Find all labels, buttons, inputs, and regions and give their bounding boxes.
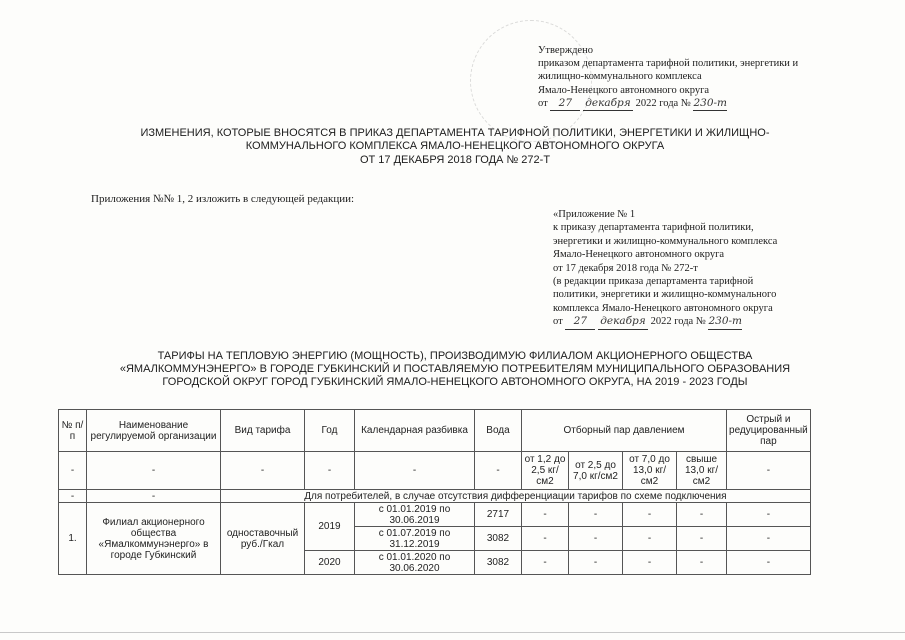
approval-line-3: жилищно-коммунального комплекса [538,71,702,83]
sub-dash: - [475,452,522,490]
tariffs-title-line-2: «ЯМАЛКОММУНЭНЕРГО» В ГОРОДЕ ГУБКИНСКИЙ И ПОСТАВЛЯЕМУЮ ПОТРЕБИТЕЛЯМ МУНИЦИПАЛЬНОГО ОБРАЗОВАНИЯ [119,363,791,375]
row-dash: - [623,551,677,575]
appendix-number: 230-т [708,315,742,329]
changes-title-line-1: ИЗМЕНЕНИЯ, КОТОРЫЕ ВНОСЯТСЯ В ПРИКАЗ ДЕПАРТАМЕНТА ТАРИФНОЙ ПОЛИТИКИ, ЭНЕРГЕТИКИ И ЖИЛИЩНО- [140,127,770,139]
row-period: с 01.01.2019 по 30.06.2019 [355,503,475,527]
approval-line-4: Ямало-Ненецкого автономного округа [538,84,710,96]
table-header-row [59,410,811,452]
appendix-year-text: 2022 года № [650,316,706,328]
tariff-table [58,409,811,575]
row-num: 1. [59,503,87,575]
approval-line-2: приказом департамента тарифной политики, энергетики и [538,58,799,70]
sub-dash: - [221,452,305,490]
approval-day: 27 [550,97,580,111]
header-water: Вода [475,410,522,452]
section-dash: - [87,490,221,503]
sub-dash: - [59,452,87,490]
row-dash: - [569,551,623,575]
header-period: Календарная разбивка [355,410,475,452]
appendix-date-line [553,315,893,329]
tariffs-title-line-1: ТАРИФЫ НА ТЕПЛОВУЮ ЭНЕРГИЮ (МОЩНОСТЬ), ПРОИЗВОДИМУЮ ФИЛИАЛОМ АКЦИОНЕРНОГО ОБЩЕСТВА [157,350,753,362]
appendix-day: 27 [565,315,595,329]
intro-text: Приложения №№ 1, 2 изложить в следующей редакции: [91,193,355,205]
header-sharp-steam: Острый и редуцированный пар [727,410,811,452]
sub-dash: - [727,452,811,490]
approval-date-line [538,97,898,111]
sub-pressure-1: от 1,2 до 2,5 кг/см2 [522,452,569,490]
section-label: Для потребителей, в случае отсутствия дифференциации тарифов по схеме подключения [221,490,811,503]
tariffs-title [40,350,870,389]
row-dash: - [727,503,811,527]
header-steam: Отборный пар давлением [522,410,727,452]
row-water: 3082 [475,551,522,575]
sub-dash: - [305,452,355,490]
tariffs-title-line-3: ГОРОДСКОЙ ОКРУГ ГОРОД ГУБКИНСКИЙ ЯМАЛО-НЕНЕЦКОГО АВТОНОМНОГО ОКРУГА, НА 2019 - 2023 ГОДЫ [162,376,748,388]
header-org: Наименование регулируемой организации [87,410,221,452]
row-year-2019: 2019 [305,503,355,551]
row-dash: - [623,503,677,527]
row-water: 3082 [475,527,522,551]
appendix-month: декабря [598,315,648,329]
appendix-line-1: «Приложение № 1 [553,209,636,220]
approval-date-prefix: от [538,97,548,109]
row-dash: - [727,527,811,551]
appendix-line-4: Ямало-Ненецкого автономного округа [553,249,725,261]
appendix-line-3: энергетики и жилищно-коммунального комплекса [553,235,778,247]
approval-year-text: 2022 года № [635,97,691,109]
row-tariff-type: одноставочный руб./Гкал [221,503,305,575]
row-dash: - [522,503,569,527]
sub-dash: - [355,452,475,490]
approval-block [538,44,898,111]
approval-number: 230-т [693,97,727,111]
row-dash: - [727,551,811,575]
row-dash: - [522,551,569,575]
changes-title-line-3: ОТ 17 ДЕКАБРЯ 2018 ГОДА № 272-Т [359,153,551,166]
appendix-line-7: политики, энергетики и жилищно-коммунального [553,289,777,301]
header-num: № п/п [59,410,87,452]
row-dash: - [677,503,727,527]
changes-title [60,127,850,167]
row-period: с 01.01.2020 по 30.06.2020 [355,551,475,575]
table-row [59,503,811,527]
appendix-date-prefix: от [553,316,563,328]
row-dash: - [522,527,569,551]
appendix-line-2: к приказу департамента тарифной политики, [553,222,754,234]
header-type: Вид тарифа [221,410,305,452]
appendix-line-8: комплекса Ямало-Ненецкого автономного округа [553,302,773,314]
sub-dash: - [87,452,221,490]
changes-title-line-2: КОММУНАЛЬНОГО КОМПЛЕКСА ЯМАЛО-НЕНЕЦКОГО АВТОНОМНОГО ОКРУГА [245,140,665,153]
row-dash: - [623,527,677,551]
page-edge-divider [0,632,905,633]
header-year: Год [305,410,355,452]
appendix-line-5: от 17 декабря 2018 года № 272-т [553,262,698,274]
row-dash: - [569,503,623,527]
row-dash: - [677,551,727,575]
row-org: Филиал акционерного общества «Ямалкоммунэнерго» в городе Губкинский [87,503,221,575]
sub-pressure-2: от 2,5 до 7,0 кг/см2 [569,452,623,490]
appendix-line-6: (в редакции приказа департамента тарифной [553,276,754,288]
sub-pressure-4: свыше 13,0 кг/см2 [677,452,727,490]
row-dash: - [677,527,727,551]
approval-month: декабря [583,97,633,111]
row-water: 2717 [475,503,522,527]
row-period: с 01.07.2019 по 31.12.2019 [355,527,475,551]
row-year-2020: 2020 [305,551,355,575]
sub-pressure-3: от 7,0 до 13,0 кг/см2 [623,452,677,490]
approval-line-1: Утверждено [538,45,593,56]
row-dash: - [569,527,623,551]
section-dash: - [59,490,87,503]
table-section-row [59,490,811,503]
table-subheader-row [59,452,811,490]
appendix-block [553,208,893,330]
